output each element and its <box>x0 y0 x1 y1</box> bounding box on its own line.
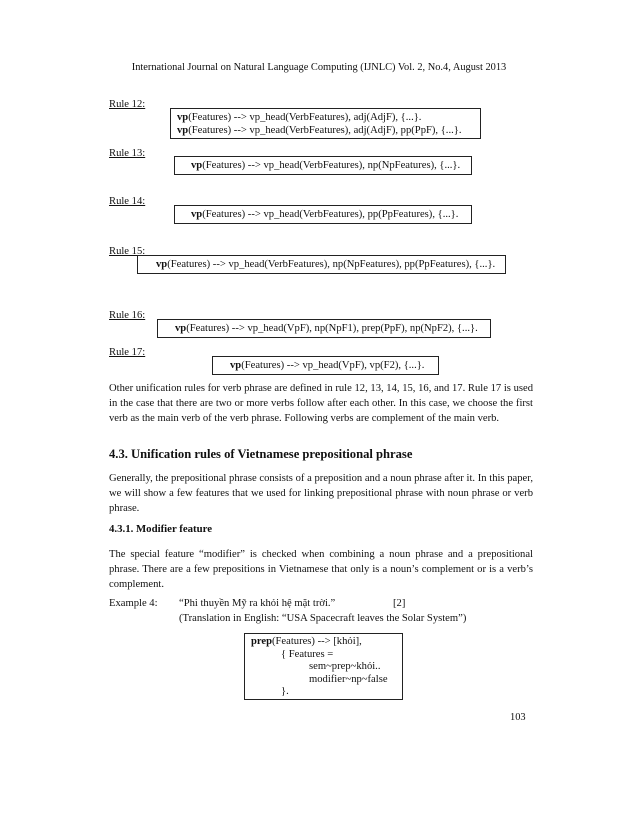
prepositional-phrase-paragraph: Generally, the prepositional phrase consists of a preposition and a noun phrase after it. In this paper, we will show a few features that we used for linking prepositional phrase with noun phrase or verb phrase. <box>109 473 533 514</box>
rule-17-line-1 <box>230 359 432 372</box>
journal-header: International Journal on Natural Language Computing (IJNLC) Vol. 2, No.4, August 2013 <box>131 62 507 73</box>
rule-12-line-2 <box>177 124 474 137</box>
rule-14-line-1-head: vp <box>191 209 203 220</box>
rule-12-line-1-rest: (Features) --> vp_head(VerbFeatures), adj(AdjF), {...}. <box>188 112 422 123</box>
example-translation: (Translation in English: “USA Spacecraft leaves the Solar System”) <box>179 613 467 624</box>
rule-16-line-1-rest: (Features) --> vp_head(VpF), np(NpF1), prep(PpF), np(NpF2), {...}. <box>186 323 478 334</box>
rule-15-label: Rule 15: <box>109 246 146 257</box>
prep-rule-line-5: }. <box>281 686 289 697</box>
rule-14-line-1 <box>191 208 465 221</box>
prep-rule-line-2: { Features = <box>281 648 334 660</box>
rule-17-label: Rule 17: <box>109 347 146 358</box>
verb-phrase-paragraph: Other unification rules for verb phrase are defined in rule 12, 13, 14, 15, 16, and 17. Rule 17 is used in the case that there are two or more verbs follow after each other. In this case, we choose the first verb as the main verb of the verb phrase. Following verbs are complement of the main verb. <box>109 383 533 424</box>
example-label: Example 4: <box>109 598 158 609</box>
rule-16-label: Rule 16: <box>109 310 146 321</box>
rule-12-label: Rule 12: <box>109 99 146 110</box>
prep-rule-head: prep <box>251 636 272 647</box>
rule-14-box <box>174 205 472 224</box>
rule-12-line-2-rest: (Features) --> vp_head(VerbFeatures), adj(AdjF), pp(PpF), {...}. <box>188 125 462 136</box>
rule-17-line-1-rest: (Features) --> vp_head(VpF), vp(F2), {...}. <box>241 360 425 371</box>
rule-12-line-1-head: vp <box>177 112 189 123</box>
prep-rule-box <box>244 633 403 700</box>
prep-rule-line-3: sem~prep~khỏi.. <box>309 661 381 672</box>
prep-rule-rest: (Features) --> [khỏi], <box>272 636 362 647</box>
example-reference: [2] <box>393 598 406 609</box>
prep-rule-line-4: modifier~np~false <box>309 673 388 685</box>
rule-13-line-1-rest: (Features) --> vp_head(VerbFeatures), np(NpFeatures), {...}. <box>202 160 461 171</box>
rule-16-line-1-head: vp <box>175 323 187 334</box>
page-number: 103 <box>510 712 526 723</box>
rule-13-box <box>174 156 472 175</box>
prep-rule-line-1 <box>251 636 396 649</box>
rule-12-line-1 <box>177 111 474 124</box>
rule-15-line-1-head: vp <box>156 259 168 270</box>
rule-14-line-1-rest: (Features) --> vp_head(VerbFeatures), pp(PpFeatures), {...}. <box>202 209 459 220</box>
section-heading: 4.3. Unification rules of Vietnamese prepositional phrase <box>109 447 413 461</box>
subsection-heading: 4.3.1. Modifier feature <box>109 523 213 535</box>
rule-15-line-1-rest: (Features) --> vp_head(VerbFeatures), np(NpFeatures), pp(PpFeatures), {...}. <box>167 259 496 270</box>
rule-12-line-2-head: vp <box>177 125 189 136</box>
rule-12-box <box>170 108 481 139</box>
rule-15-line-1 <box>156 258 499 271</box>
rule-13-label: Rule 13: <box>109 148 146 159</box>
rule-17-line-1-head: vp <box>230 360 242 371</box>
rule-16-box <box>157 319 491 338</box>
rule-14-label: Rule 14: <box>109 196 146 207</box>
modifier-paragraph: The special feature “modifier” is checked when combining a noun phrase and a prepositional phrase. There are a few prepositions in Vietnamese that only is a noun’s complement or is a verb’s complement. <box>109 549 533 590</box>
rule-13-line-1-head: vp <box>191 160 203 171</box>
rule-15-box <box>137 255 506 274</box>
example-sentence: “Phi thuyền Mỹ ra khỏi hệ mặt trời.” <box>179 598 336 609</box>
rule-13-line-1 <box>191 159 465 172</box>
rule-16-line-1 <box>175 322 484 335</box>
rule-17-box <box>212 356 439 375</box>
